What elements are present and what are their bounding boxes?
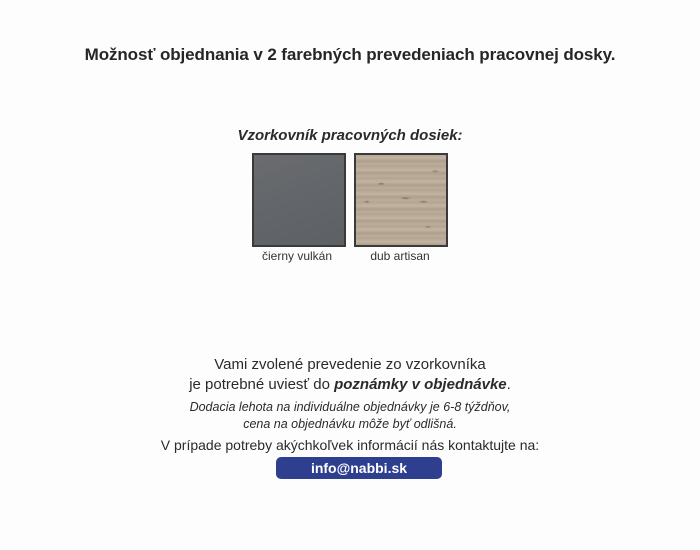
price-note-text: cena na objednávku môže byť odlišná. [243,417,457,431]
info-line-2-suffix: . [506,376,511,393]
contact-prompt: V prípade potreby akýchkoľvek informácií nás kontaktujte na: [160,437,540,453]
info-line-2 [0,376,700,393]
swatch-dub-artisan [354,153,448,247]
info-line-1: Vami zvolené prevedenie zo vzorkovníka [214,356,486,373]
email-contact-button[interactable]: info@nabbi.sk [276,457,442,479]
swatch-label-dub-artisan: dub artisan [370,249,430,263]
swatch-label-cierny-vulkan: čierny vulkán [261,249,333,263]
swatch-cierny-vulkan [252,153,346,247]
page-title: Možnosť objednania v 2 farebných prevedeniach pracovnej dosky. [84,45,616,64]
swatch-heading: Vzorkovník pracovných dosiek: [237,127,463,144]
order-note-emphasis: poznámky v objednávke [334,376,507,393]
info-line-2-prefix: je potrebné uviesť do [189,376,335,393]
delivery-time-text: Dodacia lehota na individuálne objednávky je 6-8 týždňov, [189,400,511,414]
